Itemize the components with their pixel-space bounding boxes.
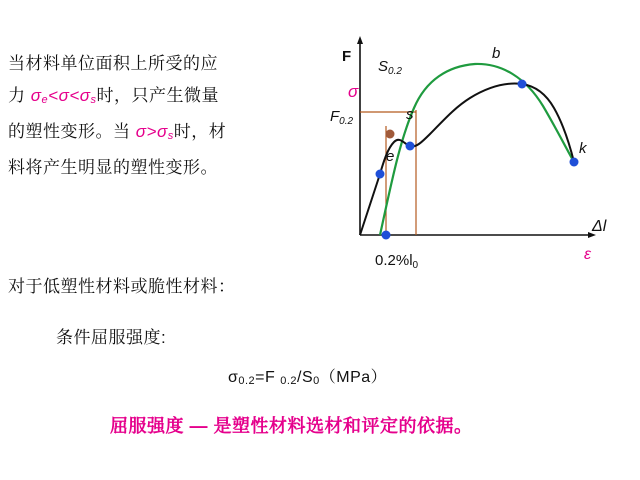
sigma-e-symbol bbox=[31, 86, 48, 105]
x-tick-label-offset bbox=[375, 252, 418, 271]
paragraph-text: 当材料单位面积上所受的应 bbox=[8, 54, 218, 73]
marker-s bbox=[406, 142, 415, 151]
paragraph-line-2 bbox=[8, 80, 308, 116]
y-tick-label-F02 bbox=[330, 108, 353, 127]
y-tick-sub: 0.2 bbox=[339, 116, 354, 127]
sigma-s-symbol bbox=[157, 122, 174, 141]
sigma-glyph: σ bbox=[156, 122, 168, 141]
x-tick-sub: 0 bbox=[412, 260, 419, 271]
paragraph-line-3 bbox=[8, 116, 308, 152]
less-than-sign: < bbox=[48, 86, 59, 105]
yield-strength-formula bbox=[228, 364, 387, 387]
stress-strain-diagram bbox=[330, 30, 630, 280]
point-label-e: e bbox=[386, 148, 395, 165]
y-axis-label: F bbox=[342, 48, 352, 65]
marker-offset-origin bbox=[382, 231, 391, 240]
formula-force: =F bbox=[255, 369, 281, 386]
y-axis-arrow bbox=[357, 36, 363, 44]
formula-sigma-sub: 0.2 bbox=[238, 375, 256, 387]
formula-force-sub: 0.2 bbox=[280, 375, 298, 387]
y-axis-label-sigma: σ bbox=[348, 82, 359, 101]
sigma-subscript: e bbox=[41, 94, 49, 106]
paragraph-text: 力 bbox=[8, 86, 31, 105]
x-tick-text: 0.2%l bbox=[375, 252, 413, 269]
s02-label bbox=[378, 58, 402, 77]
formula-area-sub: 0 bbox=[313, 375, 320, 387]
sigma-symbol: σ bbox=[135, 122, 147, 141]
marker-b bbox=[518, 80, 527, 89]
marker-k bbox=[570, 158, 579, 167]
formula-area: /S bbox=[297, 369, 314, 386]
sigma-glyph: σ bbox=[79, 86, 91, 105]
conditional-yield-strength-label: 条件屈服强度: bbox=[56, 328, 167, 347]
paragraph-text: 料将产生明显的塑性变形。 bbox=[8, 158, 218, 177]
low-plasticity-heading: 对于低塑性材料或脆性材料： bbox=[8, 277, 236, 296]
sigma-symbol: σ bbox=[58, 86, 70, 105]
point-label-k: k bbox=[579, 140, 587, 157]
marker-e bbox=[376, 170, 385, 179]
x-axis-label: Δl bbox=[592, 218, 607, 235]
greater-than-sign: > bbox=[146, 122, 157, 141]
formula-units: （MPa） bbox=[319, 369, 388, 386]
description-paragraph bbox=[8, 48, 308, 184]
sigma-subscript: s bbox=[167, 130, 174, 142]
paragraph-text: 时，材 bbox=[173, 122, 227, 141]
x-axis-label-epsilon: ε bbox=[584, 246, 592, 263]
sigma-glyph: σ bbox=[30, 86, 42, 105]
sigma-s-symbol bbox=[80, 86, 97, 105]
point-label-s: s bbox=[406, 106, 414, 123]
point-label-b: b bbox=[492, 45, 501, 62]
paragraph-line-1 bbox=[8, 48, 308, 80]
s02-text: S bbox=[378, 58, 389, 75]
y-tick-text: F bbox=[330, 108, 340, 125]
paragraph-text: 时，只产生微量 bbox=[96, 86, 220, 105]
conclusion-text: 屈服强度 — 是塑性材料选材和评定的依据。 bbox=[110, 416, 473, 436]
formula-sigma: σ bbox=[228, 369, 239, 386]
s02-sub: 0.2 bbox=[388, 66, 402, 77]
paragraph-text: 的塑性变形。当 bbox=[8, 122, 136, 141]
marker-F02-intersection bbox=[386, 130, 395, 139]
less-than-sign: < bbox=[69, 86, 80, 105]
sigma-subscript: s bbox=[90, 94, 97, 106]
paragraph-line-4 bbox=[8, 152, 308, 184]
